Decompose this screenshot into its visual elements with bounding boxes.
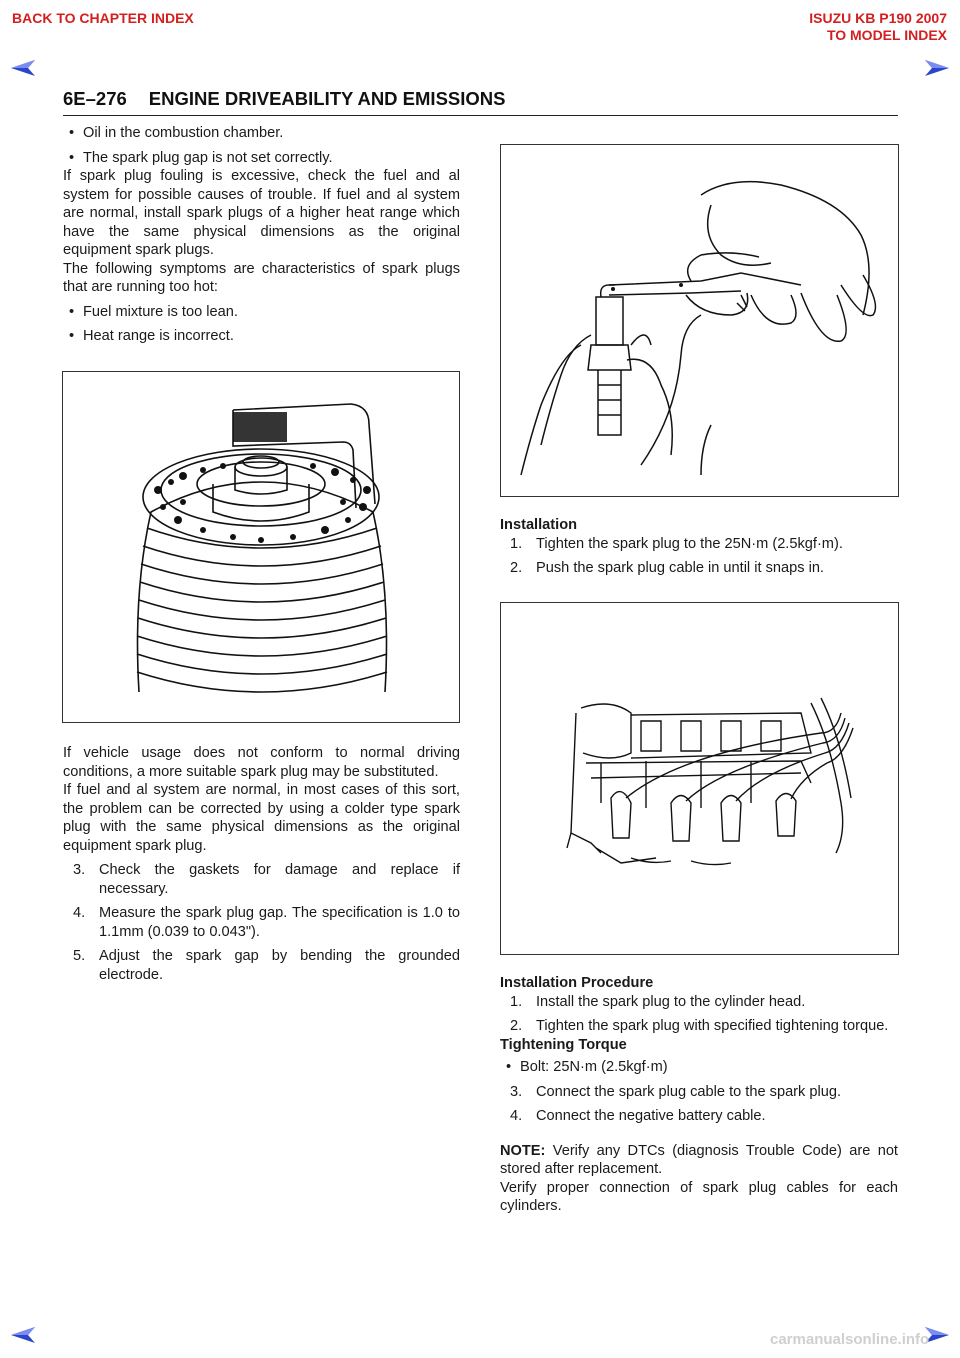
step-item [510,535,898,554]
bullet-item: • Oil in the combustion chamber. [63,124,460,143]
prev-page-arrow-bottom-icon[interactable] [10,1326,36,1344]
step-number: 1. [510,535,523,552]
watermark: carmanualsonline.info [770,1331,930,1348]
prev-page-arrow-icon[interactable] [10,59,36,77]
step-number: 1. [510,993,523,1010]
bullet-item: • Bolt: 25N·m (2.5kgf·m) [500,1058,898,1077]
step-text: Tighten the spark plug with specified tightening torque. [536,1018,889,1034]
bullet-item: • The spark plug gap is not set correctly. [63,149,460,168]
installation-section [500,516,898,584]
step-item [73,861,460,898]
spark-plug-fouling-figure [62,371,460,723]
step-text: Measure the spark plug gap. The specification is 1.0 to 1.1mm (0.039 to 0.043"). [99,905,460,940]
model-title: ISUZU KB P190 2007 [809,10,947,26]
note-paragraph [500,1142,898,1179]
spark-plug-gap-gauge-figure [500,144,899,497]
step-number: 5. [73,948,86,964]
step-text: Connect the negative battery cable. [536,1108,766,1124]
page-number: 6E–276 [63,88,127,109]
step-text: Adjust the spark gap by bending the grounded electrode. [99,948,460,983]
next-page-arrow-icon[interactable] [924,59,950,77]
installation-procedure-heading: Installation Procedure [500,975,654,991]
section-title: ENGINE DRIVEABILITY AND EMISSIONS [148,88,506,109]
page-header [63,88,898,116]
step-item [510,1017,898,1036]
paragraph: If vehicle usage does not conform to normal driving conditions, a more suitable spark plug may be substituted. [63,745,460,780]
step-number: 2. [510,560,523,576]
step-item [510,1107,898,1126]
paragraph: The following symptoms are characteristics of spark plugs that are running too hot: [63,260,460,295]
installation-heading: Installation [500,517,578,533]
step-text: Check the gaskets for damage and replace if necessary. [99,862,460,897]
installation-procedure-section [500,974,898,1216]
step-number: 3. [73,862,86,878]
engine-head-cables-illustration [501,603,898,954]
step-text: Install the spark plug to the cylinder head. [536,993,806,1010]
step-item [73,947,460,984]
step-number: 4. [510,1108,523,1124]
step-item [73,904,460,941]
step-text: Tighten the spark plug to the 25N·m (2.5kgf·m). [536,535,843,552]
spark-plug-top-view-illustration [63,372,459,722]
left-column-bottom [63,744,460,990]
step-text: Push the spark plug cable in until it snaps in. [536,560,824,576]
to-model-index-label[interactable]: TO MODEL INDEX [826,27,947,43]
step-number: 3. [510,1083,523,1100]
tightening-torque-heading: Tightening Torque [500,1036,627,1053]
paragraph: If fuel and al system are normal, in most cases of this sort, the problem can be corrected by using a colder type spark plug with the same physical dimensions as the original equipment spark plug. [63,782,460,854]
step-number: 2. [510,1018,523,1034]
paragraph: If spark plug fouling is excessive, check the fuel and al system for possible causes of trouble. If fuel and al system are normal, install spark plugs of a higher heat range which have the same physical dimensions as the original equipment spark plugs. [63,168,460,258]
bullet-item: • Heat range is incorrect. [63,327,460,346]
step-item [510,993,898,1012]
model-index-link[interactable] [809,10,947,44]
step-item [510,559,898,578]
step-item [510,1083,898,1102]
spark-plug-cables-figure [500,602,899,955]
back-to-chapter-index-link[interactable]: BACK TO CHAPTER INDEX [12,10,194,26]
step-text: Connect the spark plug cable to the spark plug. [536,1083,842,1100]
note-paragraph-2: Verify proper connection of spark plug cables for each cylinders. [500,1179,898,1214]
note-text: Verify any DTCs (diagnosis Trouble Code) are not stored after replacement. [500,1142,898,1177]
hand-gap-gauge-illustration [501,145,898,496]
note-label: NOTE: [500,1142,546,1159]
bullet-item: • Fuel mixture is too lean. [63,303,460,322]
left-column-top [63,124,460,352]
step-number: 4. [73,905,86,921]
